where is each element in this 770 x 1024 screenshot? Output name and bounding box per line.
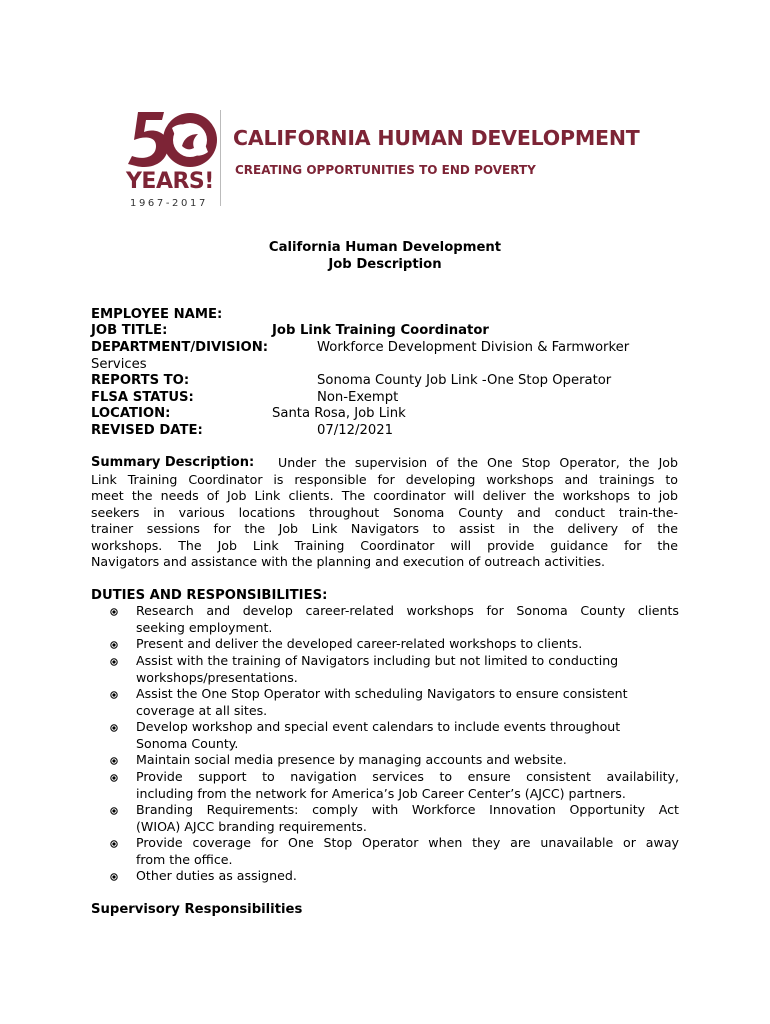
summary-line: seekers in various locations throughout Sonoma County and conduct train-the-: [91, 505, 678, 520]
summary-label: Summary Description:: [91, 455, 255, 470]
org-tagline: CREATING OPPORTUNITIES TO END POVERTY: [235, 163, 536, 177]
revised-date-label: REVISED DATE:: [91, 423, 203, 438]
duties-title: DUTIES AND RESPONSIBILITIES:: [91, 588, 328, 603]
duty-item-line: Branding Requirements: comply with Workforce Innovation Opportunity Act: [136, 802, 679, 817]
job-title-value: Job Link Training Coordinator: [272, 323, 489, 338]
department-value: Workforce Development Division & Farmworker: [317, 340, 630, 355]
bullet-icon: [110, 840, 118, 848]
logo-divider: [220, 110, 221, 206]
duty-item-line: including from the network for America’s Job Career Center’s (AJCC) partners.: [136, 786, 626, 801]
duty-item-line: from the office.: [136, 852, 233, 867]
fifty-hands-logo-icon: [124, 108, 220, 174]
job-title-label: JOB TITLE:: [91, 323, 168, 338]
duty-item-line: Other duties as assigned.: [136, 868, 297, 883]
flsa-status-label: FLSA STATUS:: [91, 390, 194, 405]
anniversary-years-text: YEARS!: [126, 169, 214, 194]
document-heading-org: California Human Development: [268, 240, 502, 255]
duty-item-line: Sonoma County.: [136, 736, 239, 751]
summary-line: workshops. The Job Link Training Coordinator will provide guidance for the: [91, 538, 678, 553]
reports-to-label: REPORTS TO:: [91, 373, 190, 388]
bullet-icon: [110, 641, 118, 649]
duty-item-line: coverage at all sites.: [136, 703, 268, 718]
bullet-icon: [110, 774, 118, 782]
bullet-icon: [110, 691, 118, 699]
duty-item-line: Assist the One Stop Operator with scheduling Navigators to ensure consistent: [136, 686, 628, 701]
location-label: LOCATION:: [91, 406, 171, 421]
department-value-continued: Services: [91, 357, 147, 372]
duty-item-line: workshops/presentations.: [136, 670, 298, 685]
anniversary-range-text: 1967-2017: [130, 198, 208, 209]
summary-line: Under the supervision of the One Stop Operator, the Job: [278, 455, 678, 470]
summary-line: trainer sessions for the Job Link Navigators to assist in the delivery of the: [91, 521, 678, 536]
duty-item-line: Research and develop career-related workshops for Sonoma County clients: [136, 603, 679, 618]
document-heading-title: Job Description: [328, 257, 442, 272]
bullet-icon: [110, 757, 118, 765]
duty-item-line: Maintain social media presence by managing accounts and website.: [136, 752, 567, 767]
anniversary-logo: [124, 108, 224, 208]
bullet-icon: [110, 608, 118, 616]
duty-item-line: Assist with the training of Navigators including but not limited to conducting: [136, 653, 619, 668]
bullet-icon: [110, 724, 118, 732]
bullet-icon: [110, 807, 118, 815]
flsa-status-value: Non-Exempt: [317, 390, 399, 405]
duty-item-line: Develop workshop and special event calendars to include events throughout: [136, 719, 621, 734]
revised-date-value: 07/12/2021: [317, 423, 394, 438]
duty-item-line: (WIOA) AJCC branding requirements.: [136, 819, 367, 834]
location-value: Santa Rosa, Job Link: [272, 406, 406, 421]
duty-item-line: Present and deliver the developed career-related workshops to clients.: [136, 636, 583, 651]
summary-line: Link Training Coordinator is responsible for developing workshops and trainings to: [91, 472, 678, 487]
duty-item-line: Provide coverage for One Stop Operator when they are unavailable or away: [136, 835, 679, 850]
reports-to-value: Sonoma County Job Link -One Stop Operator: [317, 373, 612, 388]
bullet-icon: [110, 873, 118, 881]
department-label: DEPARTMENT/DIVISION:: [91, 340, 269, 355]
summary-line: Navigators and assistance with the planning and execution of outreach activities.: [91, 554, 606, 569]
bullet-icon: [110, 658, 118, 666]
employee-name-label: EMPLOYEE NAME:: [91, 307, 223, 322]
duty-item-line: seeking employment.: [136, 620, 273, 635]
org-name: CALIFORNIA HUMAN DEVELOPMENT: [233, 126, 640, 150]
supervisory-title: Supervisory Responsibilities: [91, 902, 303, 917]
summary-line: meet the needs of Job Link clients. The coordinator will deliver the workshops to job: [91, 488, 678, 503]
duty-item-line: Provide support to navigation services to ensure consistent availability,: [136, 769, 679, 784]
